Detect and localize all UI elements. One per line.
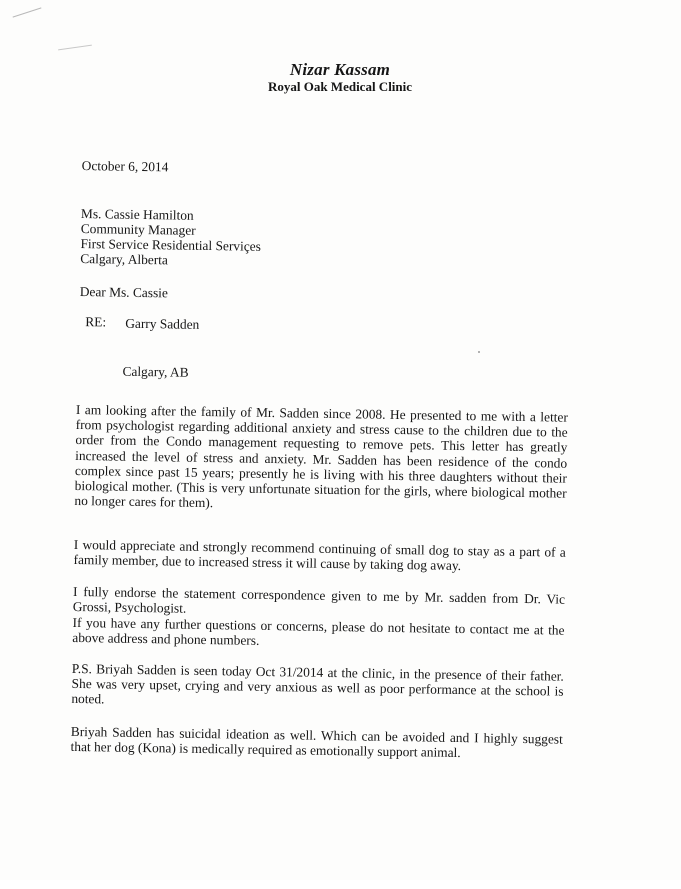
recipient-name: Ms. Cassie Hamilton <box>80 206 194 223</box>
letter-date: October 6, 2014 <box>81 158 169 175</box>
recipient-company: First Service Residential Serviçes <box>80 236 262 254</box>
doctor-name: Nizar Kassam <box>289 60 391 79</box>
body-paragraph: I am looking after the family of Mr. Sadden since 2008. He presented to me with a letter from psychologist regarding additional anxiety and stress cause to the children due to the order from the Condo management requesting to remove pets. This letter has greatly increased the level of stress and anxiety. Mr. Sadden has been residence of the condo complex since past 15 years; presently he is living with his three daughters without their biological mother. (This is very unfortunate situation for the girls, where biological mother no longer cares for them). <box>74 401 568 511</box>
postscript-paragraph: P.S. Briyah Sadden is seen today Oct 31/2014 at the clinic, in the presence of their father. She was very upset, crying and very anxious as well as poor performance at the school is noted. <box>71 660 564 707</box>
recipient-city: Calgary, Alberta <box>80 251 169 268</box>
clinic-name: Royal Oak Medical Clinic <box>267 79 413 94</box>
re-name: Garry Sadden <box>125 315 200 332</box>
re-label: RE: <box>85 314 107 330</box>
body-paragraph: If you have any further questions or concerns, please do not hesitate to contact me at the above address and phone numbers. <box>72 614 565 649</box>
body-paragraph: I would appreciate and strongly recommend continuing of small dog to stay as a part of a family member, due to increased stress it will cause by taking dog away. <box>73 536 566 574</box>
re-city: Calgary, AB <box>122 363 189 380</box>
body-paragraph: I fully endorse the statement correspondence given to me by Mr. sadden from Dr. Vic Grossi, Psychologist. <box>72 583 566 616</box>
salutation: Dear Ms. Cassie <box>79 284 169 301</box>
closing-paragraph: Briyah Sadden has suicidal ideation as well. Which can be avoided and I highly suggest that her dog (Kona) is medically required as emotionally support animal. <box>70 723 563 761</box>
recipient-title: Community Manager <box>80 221 196 238</box>
